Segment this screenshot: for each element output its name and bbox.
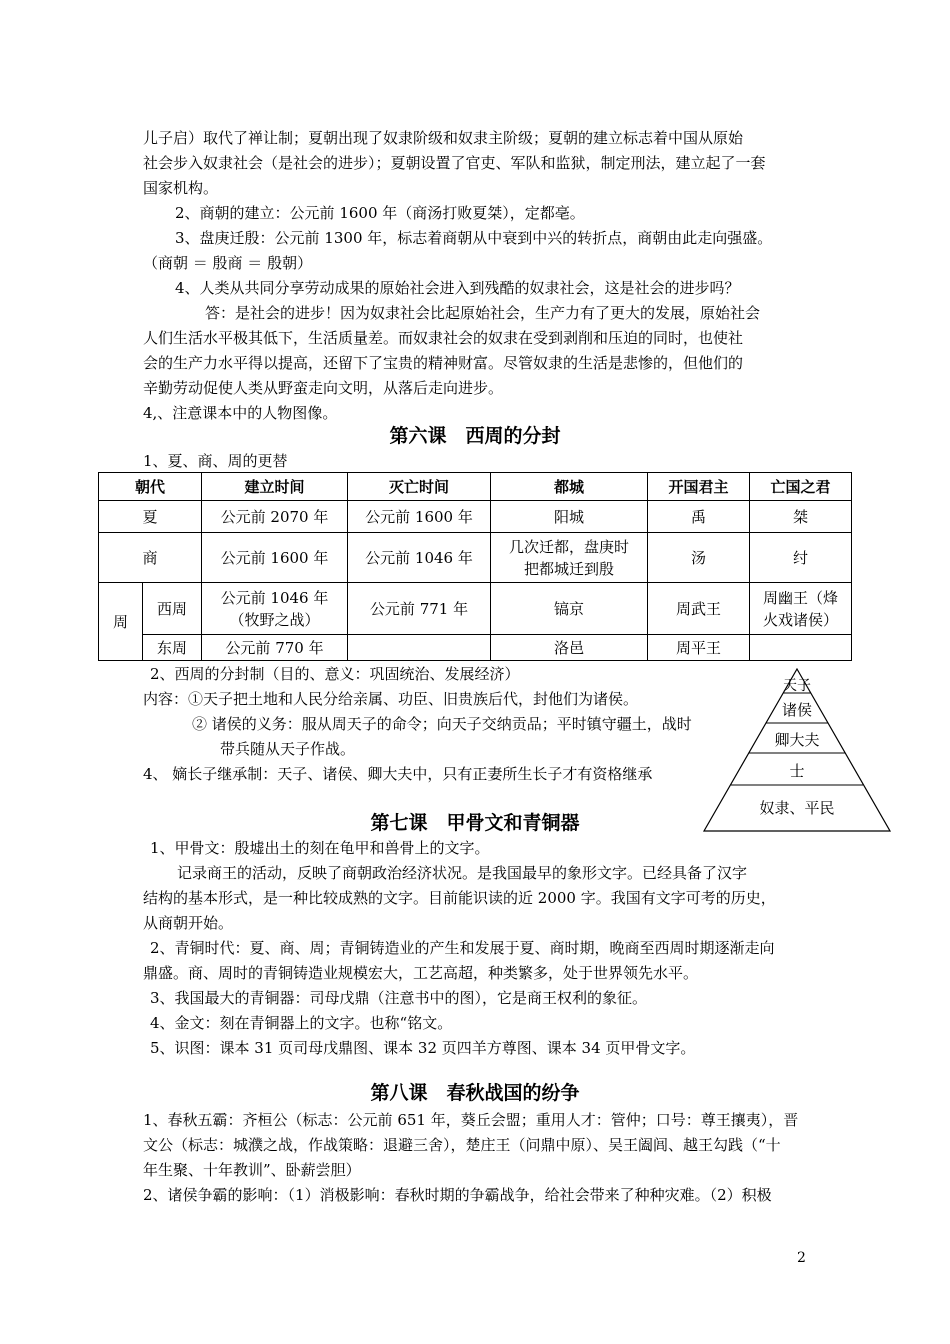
table-row-xizhou: [99, 583, 852, 635]
text-line: 答：是社会的进步！因为奴隶社会比起原始社会，生产力有了更大的发展，原始社会: [205, 304, 761, 322]
cell-line: 把都城迁到殷: [524, 559, 615, 578]
table-cell: 纣: [750, 533, 852, 583]
page-number: 2: [797, 1250, 806, 1266]
text-line: 1、甲骨文：殷墟出土的刻在龟甲和兽骨上的文字。: [150, 839, 490, 857]
lesson6-title: 第六课 西周的分封: [389, 425, 561, 447]
table-cell: [750, 583, 852, 635]
text-line: 2、诸侯争霸的影响：（1）消极影响：春秋时期的争霸战争，给社会带来了种种灾难。（2）积极: [143, 1186, 772, 1204]
cell-line: （牧野之战）: [229, 610, 320, 629]
text-line: 人们生活水平极其低下，生活质量差。而奴隶社会的奴隶在受到剥削和压迫的同时，也使社: [143, 329, 744, 347]
text-line: 记录商王的活动，反映了商朝政治经济状况。是我国最早的象形文字。已经具备了汉字: [177, 864, 748, 882]
header-cell: 灭亡时间: [348, 473, 491, 501]
pyramid-level: 诸侯: [781, 701, 813, 719]
text-line: 儿子启）取代了禅让制；夏朝出现了奴隶阶级和奴隶主阶级；夏朝的建立标志着中国从原始: [143, 129, 744, 147]
table-cell: 周武王: [648, 583, 750, 635]
pyramid-level: 卿大夫: [774, 731, 820, 749]
text-line: 年生聚、十年教训”、卧薪尝胆）: [143, 1161, 361, 1179]
text-line: 辛勤劳动促使人类从野蛮走向文明，从落后走向进步。: [143, 379, 504, 397]
text-line: 国家机构。: [143, 179, 219, 197]
text-line: （商朝 ＝ 殷商 ＝ 殷朝）: [143, 254, 313, 272]
table-cell: 公元前 1046 年: [348, 533, 491, 583]
text-line: 4,、注意课本中的人物图像。: [143, 404, 338, 422]
text-line: 2、商朝的建立：公元前 1600 年（商汤打败夏桀），定都亳。: [175, 204, 585, 222]
table-cell: 镐京: [491, 583, 648, 635]
text-line: 4、人类从共同分享劳动成果的原始社会进入到残酷的奴隶社会，这是社会的进步吗？: [175, 279, 740, 297]
header-cell: 都城: [491, 473, 648, 501]
pyramid-level: 奴隶、平民: [759, 799, 835, 817]
text-line: ② 诸侯的义务：服从周天子的命令；向天子交纳贡品；平时镇守疆土，战时: [192, 715, 692, 733]
header-cell: 朝代: [99, 473, 202, 501]
text-line: 2、青铜时代：夏、商、周；青铜铸造业的产生和发展于夏、商时期，晚商至西周时期逐渐走向: [150, 939, 775, 957]
table-cell: 公元前 771 年: [348, 583, 491, 635]
cell-line: 公元前 1046 年: [220, 588, 329, 607]
dynasty-table: [98, 472, 852, 661]
cell-line: 火戏诸侯）: [763, 610, 839, 629]
lesson8-title: 第八课 春秋战国的纷争: [370, 1082, 580, 1104]
table-row-shang: [99, 533, 852, 583]
pyramid-level: 天子: [783, 678, 811, 694]
table-cell: [491, 533, 648, 583]
table-cell: 周: [99, 583, 143, 661]
table-cell: 公元前 1600 年: [202, 533, 348, 583]
pyramid-level: 士: [789, 762, 805, 780]
table-cell: 周平王: [648, 635, 750, 661]
text-line: 会的生产力水平得以提高，还留下了宝贵的精神财富。尽管奴隶的生活是悲惨的，但他们的: [143, 354, 744, 372]
text-line: 3、盘庚迁殷：公元前 1300 年，标志着商朝从中衰到中兴的转折点，商朝由此走向强盛。: [175, 229, 773, 247]
table-row-dongzhou: [99, 635, 852, 661]
text-line: 带兵随从天子作战。: [220, 740, 356, 758]
table-cell: 禹: [648, 501, 750, 533]
text-line: 社会步入奴隶社会（是社会的进步）；夏朝设置了官吏、军队和监狱，制定刑法，建立起了一套: [143, 154, 766, 172]
cell-line: 周幽王（烽: [763, 588, 839, 607]
text-line: 5、识图：课本 31 页司母戊鼎图、课本 32 页四羊方尊图、课本 34 页甲骨文字。: [150, 1039, 696, 1057]
text-line: 4、金文：刻在青铜器上的文字。也称“铭文。: [150, 1014, 453, 1032]
table-cell: 商: [99, 533, 202, 583]
text-line: 1、春秋五霸：齐桓公（标志：公元前 651 年，葵丘会盟；重用人才：管仲；口号：尊王攘夷），晋: [143, 1111, 799, 1129]
table-cell: 汤: [648, 533, 750, 583]
table-header-row: [99, 473, 852, 501]
table-row-xia: [99, 501, 852, 533]
text-line: 鼎盛。商、周时的青铜铸造业规模宏大，工艺高超，种类繁多，处于世界领先水平。: [143, 964, 699, 982]
table-cell: 东周: [143, 635, 202, 661]
table-cell: [202, 583, 348, 635]
text-line: 结构的基本形式，是一种比较成熟的文字。目前能识读的近 2000 字。我国有文字可考的历史，: [143, 889, 776, 907]
table-cell: 桀: [750, 501, 852, 533]
table-cell: 西周: [143, 583, 202, 635]
text-line: 从商朝开始。: [143, 914, 234, 932]
table-cell: [750, 635, 852, 661]
table-cell: 洛邑: [491, 635, 648, 661]
table-cell: 公元前 1600 年: [348, 501, 491, 533]
header-cell: 开国君主: [648, 473, 750, 501]
cell-line: 几次迁都，盘庚时: [509, 537, 630, 556]
table-caption: 1、夏、商、周的更替: [143, 452, 288, 470]
header-cell: 建立时间: [202, 473, 348, 501]
header-cell: 亡国之君: [750, 473, 852, 501]
table-cell: 阳城: [491, 501, 648, 533]
lesson7-title: 第七课 甲骨文和青铜器: [370, 812, 580, 834]
text-line: 内容：①天子把土地和人民分给亲属、功臣、旧贵族后代，封他们为诸侯。: [143, 690, 639, 708]
text-line: 4、 嫡长子继承制：天子、诸侯、卿大夫中，只有正妻所生长子才有资格继承: [143, 765, 653, 783]
table-cell: 公元前 2070 年: [202, 501, 348, 533]
table-cell: 公元前 770 年: [202, 635, 348, 661]
text-line: 3、我国最大的青铜器：司母戊鼎（注意书中的图），它是商王权利的象征。: [150, 989, 648, 1007]
table-cell: 夏: [99, 501, 202, 533]
text-line: 2、西周的分封制（目的、意义：巩固统治、发展经济）: [150, 665, 520, 683]
text-line: 文公（标志：城濮之战，作战策略：退避三舍），楚庄王（问鼎中原）、吴王阖闾、越王勾践（“十: [143, 1136, 781, 1154]
table-cell: [348, 635, 491, 661]
